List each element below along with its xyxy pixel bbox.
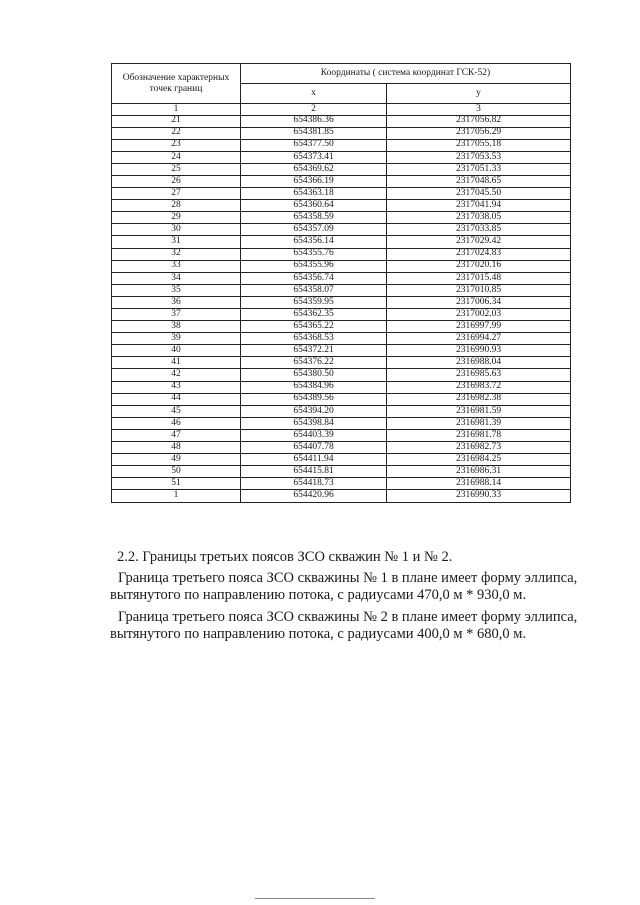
table-row bbox=[112, 224, 571, 236]
table-row bbox=[112, 212, 571, 224]
point-number-cell: 23 bbox=[112, 139, 241, 151]
point-number-cell: 28 bbox=[112, 200, 241, 212]
paragraph-well-1-text: Граница третьего пояса ЗСО скважины № 1 в плане имеет форму эллипса, вытянутого по направлению потока, с радиусами 470,0 м * 930,0 м. bbox=[110, 570, 578, 604]
paragraph-well-2-text: Граница третьего пояса ЗСО скважины № 2 в плане имеет форму эллипса, вытянутого по направлению потока, с радиусами 400,0 м * 680,0 м. bbox=[110, 609, 578, 643]
point-number-cell: 44 bbox=[112, 393, 241, 405]
table-row bbox=[112, 393, 571, 405]
x-coordinate-cell: 654420.96 bbox=[241, 490, 387, 502]
column-number: 3 bbox=[387, 104, 571, 116]
point-number-cell: 46 bbox=[112, 417, 241, 429]
x-coordinate-cell: 654373.41 bbox=[241, 151, 387, 163]
table-row bbox=[112, 248, 571, 260]
x-coordinate-cell: 654363.18 bbox=[241, 188, 387, 200]
table-row bbox=[112, 478, 571, 490]
point-number-cell: 35 bbox=[112, 284, 241, 296]
table-row bbox=[112, 175, 571, 187]
y-coordinate-cell: 2316981.59 bbox=[387, 405, 571, 417]
coordinates-table bbox=[111, 63, 571, 503]
x-coordinate-cell: 654403.39 bbox=[241, 429, 387, 441]
x-coordinate-cell: 654366.19 bbox=[241, 175, 387, 187]
table-row bbox=[112, 454, 571, 466]
x-coordinate-cell: 654394.20 bbox=[241, 405, 387, 417]
table-row bbox=[112, 429, 571, 441]
y-coordinate-cell: 2316981.78 bbox=[387, 429, 571, 441]
table-row bbox=[112, 115, 571, 127]
x-coordinate-cell: 654362.35 bbox=[241, 309, 387, 321]
point-number-cell: 48 bbox=[112, 442, 241, 454]
y-coordinate-cell: 2317033.85 bbox=[387, 224, 571, 236]
y-coordinate-cell: 2317038.05 bbox=[387, 212, 571, 224]
y-coordinate-cell: 2316982.38 bbox=[387, 393, 571, 405]
y-coordinate-cell: 2317056.29 bbox=[387, 127, 571, 139]
y-coordinate-cell: 2316988.14 bbox=[387, 478, 571, 490]
table-row bbox=[112, 188, 571, 200]
y-coordinate-cell: 2316986.31 bbox=[387, 466, 571, 478]
x-coordinate-cell: 654360.64 bbox=[241, 200, 387, 212]
table-row bbox=[112, 405, 571, 417]
y-coordinate-cell: 2316981.39 bbox=[387, 417, 571, 429]
x-coordinate-cell: 654358.07 bbox=[241, 284, 387, 296]
y-coordinate-cell: 2317029.42 bbox=[387, 236, 571, 248]
x-coordinate-cell: 654407.78 bbox=[241, 442, 387, 454]
point-number-cell: 24 bbox=[112, 151, 241, 163]
point-number-cell: 47 bbox=[112, 429, 241, 441]
table-row bbox=[112, 151, 571, 163]
point-number-cell: 49 bbox=[112, 454, 241, 466]
table-row bbox=[112, 200, 571, 212]
point-number-cell: 39 bbox=[112, 333, 241, 345]
y-coordinate-cell: 2316990.33 bbox=[387, 490, 571, 502]
point-number-cell: 22 bbox=[112, 127, 241, 139]
header-coordinates: Координаты ( система координат ГСК-52) bbox=[241, 64, 571, 84]
y-coordinate-cell: 2316985.63 bbox=[387, 369, 571, 381]
table-body bbox=[112, 115, 571, 502]
section-heading: 2.2. Границы третьих поясов ЗСО скважин № 1 и № 2. bbox=[117, 549, 453, 565]
point-number-cell: 34 bbox=[112, 272, 241, 284]
x-coordinate-cell: 654357.09 bbox=[241, 224, 387, 236]
point-number-cell: 21 bbox=[112, 115, 241, 127]
y-coordinate-cell: 2317051.33 bbox=[387, 163, 571, 175]
x-coordinate-cell: 654355.96 bbox=[241, 260, 387, 272]
x-coordinate-cell: 654381.85 bbox=[241, 127, 387, 139]
table-row bbox=[112, 260, 571, 272]
y-coordinate-cell: 2317020.16 bbox=[387, 260, 571, 272]
point-number-cell: 38 bbox=[112, 321, 241, 333]
table-row bbox=[112, 466, 571, 478]
y-coordinate-cell: 2317053.53 bbox=[387, 151, 571, 163]
header-y: y bbox=[387, 84, 571, 104]
y-coordinate-cell: 2317015.48 bbox=[387, 272, 571, 284]
x-coordinate-cell: 654358.59 bbox=[241, 212, 387, 224]
point-number-cell: 45 bbox=[112, 405, 241, 417]
table-row bbox=[112, 127, 571, 139]
table-row bbox=[112, 357, 571, 369]
y-coordinate-cell: 2317002.03 bbox=[387, 309, 571, 321]
point-number-cell: 27 bbox=[112, 188, 241, 200]
point-number-cell: 1 bbox=[112, 490, 241, 502]
y-coordinate-cell: 2316997.99 bbox=[387, 321, 571, 333]
table-row bbox=[112, 139, 571, 151]
y-coordinate-cell: 2316983.72 bbox=[387, 381, 571, 393]
x-coordinate-cell: 654369.62 bbox=[241, 163, 387, 175]
table-row bbox=[112, 284, 571, 296]
table-row bbox=[112, 369, 571, 381]
footer-divider bbox=[255, 898, 375, 899]
point-number-cell: 33 bbox=[112, 260, 241, 272]
y-coordinate-cell: 2317041.94 bbox=[387, 200, 571, 212]
x-coordinate-cell: 654384.96 bbox=[241, 381, 387, 393]
table-row bbox=[112, 296, 571, 308]
y-coordinate-cell: 2317055.18 bbox=[387, 139, 571, 151]
x-coordinate-cell: 654411.94 bbox=[241, 454, 387, 466]
table-row bbox=[112, 309, 571, 321]
table-row bbox=[112, 345, 571, 357]
y-coordinate-cell: 2317010.85 bbox=[387, 284, 571, 296]
x-coordinate-cell: 654359.95 bbox=[241, 296, 387, 308]
table-row bbox=[112, 321, 571, 333]
header-point-designation: Обозначение характерных точек границ bbox=[112, 64, 241, 104]
column-number: 1 bbox=[112, 104, 241, 116]
y-coordinate-cell: 2317056.82 bbox=[387, 115, 571, 127]
x-coordinate-cell: 654380.50 bbox=[241, 369, 387, 381]
point-number-cell: 36 bbox=[112, 296, 241, 308]
x-coordinate-cell: 654418.73 bbox=[241, 478, 387, 490]
point-number-cell: 43 bbox=[112, 381, 241, 393]
x-coordinate-cell: 654356.74 bbox=[241, 272, 387, 284]
table-row bbox=[112, 333, 571, 345]
x-coordinate-cell: 654372.21 bbox=[241, 345, 387, 357]
y-coordinate-cell: 2317048.65 bbox=[387, 175, 571, 187]
point-number-cell: 32 bbox=[112, 248, 241, 260]
header-x: x bbox=[241, 84, 387, 104]
paragraph-well-1 bbox=[110, 570, 615, 605]
x-coordinate-cell: 654415.81 bbox=[241, 466, 387, 478]
x-coordinate-cell: 654368.53 bbox=[241, 333, 387, 345]
y-coordinate-cell: 2316984.25 bbox=[387, 454, 571, 466]
table-row bbox=[112, 417, 571, 429]
x-coordinate-cell: 654356.14 bbox=[241, 236, 387, 248]
column-number: 2 bbox=[241, 104, 387, 116]
point-number-cell: 25 bbox=[112, 163, 241, 175]
x-coordinate-cell: 654365.22 bbox=[241, 321, 387, 333]
y-coordinate-cell: 2317006.34 bbox=[387, 296, 571, 308]
y-coordinate-cell: 2317045.50 bbox=[387, 188, 571, 200]
point-number-cell: 37 bbox=[112, 309, 241, 321]
point-number-cell: 42 bbox=[112, 369, 241, 381]
point-number-cell: 41 bbox=[112, 357, 241, 369]
x-coordinate-cell: 654376.22 bbox=[241, 357, 387, 369]
y-coordinate-cell: 2317024.83 bbox=[387, 248, 571, 260]
y-coordinate-cell: 2316982.73 bbox=[387, 442, 571, 454]
x-coordinate-cell: 654377.50 bbox=[241, 139, 387, 151]
y-coordinate-cell: 2316988.04 bbox=[387, 357, 571, 369]
x-coordinate-cell: 654386.36 bbox=[241, 115, 387, 127]
table-row bbox=[112, 442, 571, 454]
x-coordinate-cell: 654398.84 bbox=[241, 417, 387, 429]
table-row bbox=[112, 163, 571, 175]
point-number-cell: 29 bbox=[112, 212, 241, 224]
point-number-cell: 26 bbox=[112, 175, 241, 187]
point-number-cell: 50 bbox=[112, 466, 241, 478]
table-row bbox=[112, 490, 571, 502]
table-row bbox=[112, 272, 571, 284]
point-number-cell: 51 bbox=[112, 478, 241, 490]
point-number-cell: 40 bbox=[112, 345, 241, 357]
x-coordinate-cell: 654389.56 bbox=[241, 393, 387, 405]
table-row bbox=[112, 381, 571, 393]
x-coordinate-cell: 654355.76 bbox=[241, 248, 387, 260]
y-coordinate-cell: 2316990.93 bbox=[387, 345, 571, 357]
point-number-cell: 31 bbox=[112, 236, 241, 248]
point-number-cell: 30 bbox=[112, 224, 241, 236]
y-coordinate-cell: 2316994.27 bbox=[387, 333, 571, 345]
table-row bbox=[112, 236, 571, 248]
paragraph-well-2 bbox=[110, 609, 615, 644]
